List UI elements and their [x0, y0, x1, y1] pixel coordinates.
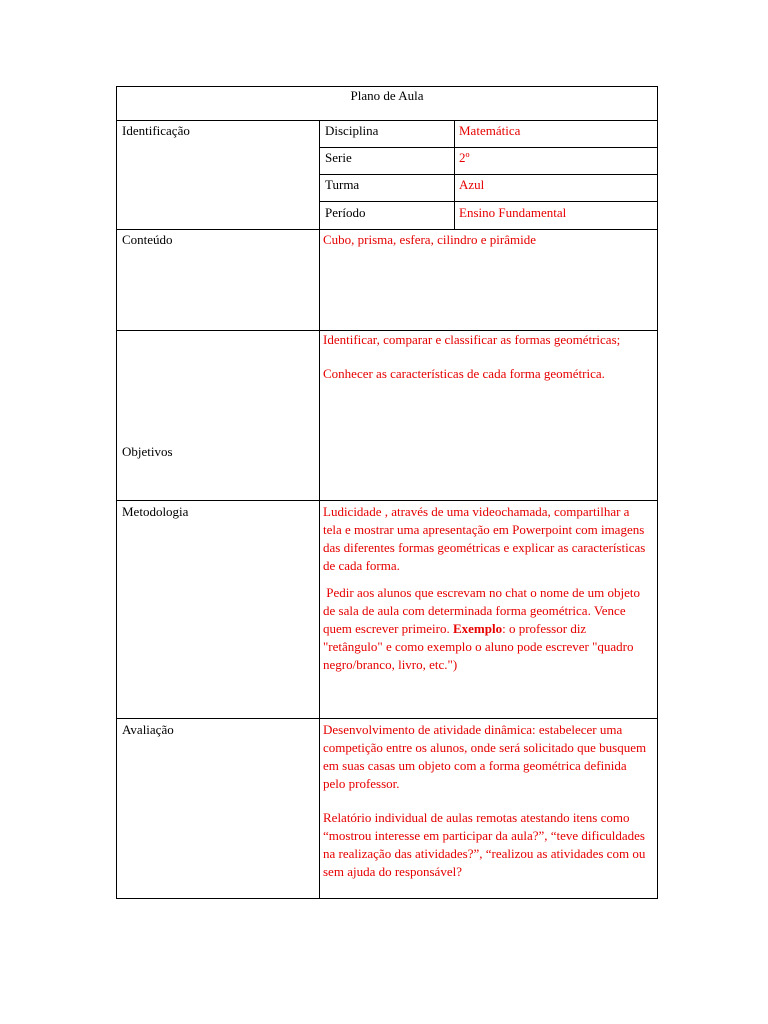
metodologia-paragraph-1: Ludicidade , através de uma videochamada, compartilhar a tela e mostrar uma apresentação em Powerpoint com imagens das diferentes formas geométricas e explicar as características de cada forma.: [323, 504, 646, 573]
divider-row-objetivos: [116, 500, 658, 501]
metodologia-text: [323, 503, 649, 674]
disciplina-value: Matemática: [459, 123, 521, 138]
divider-row-identificacao: [116, 229, 658, 230]
conteudo-label: Conteúdo: [122, 232, 173, 247]
objetivo-item-2: Conhecer as características de cada forma geométrica.: [323, 366, 605, 381]
divider-row-title: [116, 120, 658, 121]
avaliacao-text: [323, 721, 649, 881]
table-border-right: [657, 86, 658, 899]
periodo-key: Período: [325, 205, 366, 220]
divider-row-turma: [319, 201, 658, 202]
turma-value: Azul: [459, 177, 485, 192]
objetivos-text: [323, 331, 623, 383]
metodologia-label: Metodologia: [122, 504, 189, 519]
metodologia-paragraph-2-start: Pedir aos alunos que escrevam no chat o nome de um objeto de sala de aula com determinada forma geométrica. Vence quem escrever primeiro.: [323, 585, 644, 636]
table-border-bottom: [116, 898, 658, 899]
avaliacao-label: Avaliação: [122, 722, 174, 737]
divider-row-metodologia: [116, 718, 658, 719]
table-border-left: [116, 86, 117, 899]
metodologia-paragraph-2-end: : o professor diz "retângulo" e como exemplo o aluno pode escrever "quadro negro/branco, livro, etc."): [323, 621, 634, 672]
objetivos-label: Objetivos: [122, 444, 173, 459]
serie-key: Serie: [325, 150, 352, 165]
divider-row-serie: [319, 174, 658, 175]
metodologia-paragraph-2: [323, 584, 649, 674]
divider-col-1: [319, 120, 320, 899]
identificacao-label: Identificação: [122, 123, 190, 138]
exemplo-label: Exemplo: [452, 621, 503, 636]
objetivo-item-1: Identificar, comparar e classificar as formas geométricas;: [323, 332, 621, 347]
table-title: Plano de Aula: [350, 88, 424, 103]
periodo-value: Ensino Fundamental: [459, 205, 567, 220]
serie-value: 2º: [459, 150, 470, 165]
turma-key: Turma: [325, 177, 360, 192]
disciplina-key: Disciplina: [325, 123, 379, 138]
avaliacao-paragraph-1: Desenvolvimento de atividade dinâmica: estabelecer uma competição entre os alunos, onde será solicitado que busquem em suas casas um objeto com a forma geométrica definida pelo professor.: [323, 722, 647, 791]
conteudo-value: Cubo, prisma, esfera, cilindro e pirâmide: [323, 232, 536, 247]
divider-row-disciplina: [319, 147, 658, 148]
divider-col-2: [454, 120, 455, 230]
avaliacao-paragraph-2: Relatório individual de aulas remotas atestando itens como “mostrou interesse em participar da aula?”, “teve dificuldades na realização das atividades?”, “realizou as atividades com ou sem ajuda do responsável?: [323, 810, 646, 879]
